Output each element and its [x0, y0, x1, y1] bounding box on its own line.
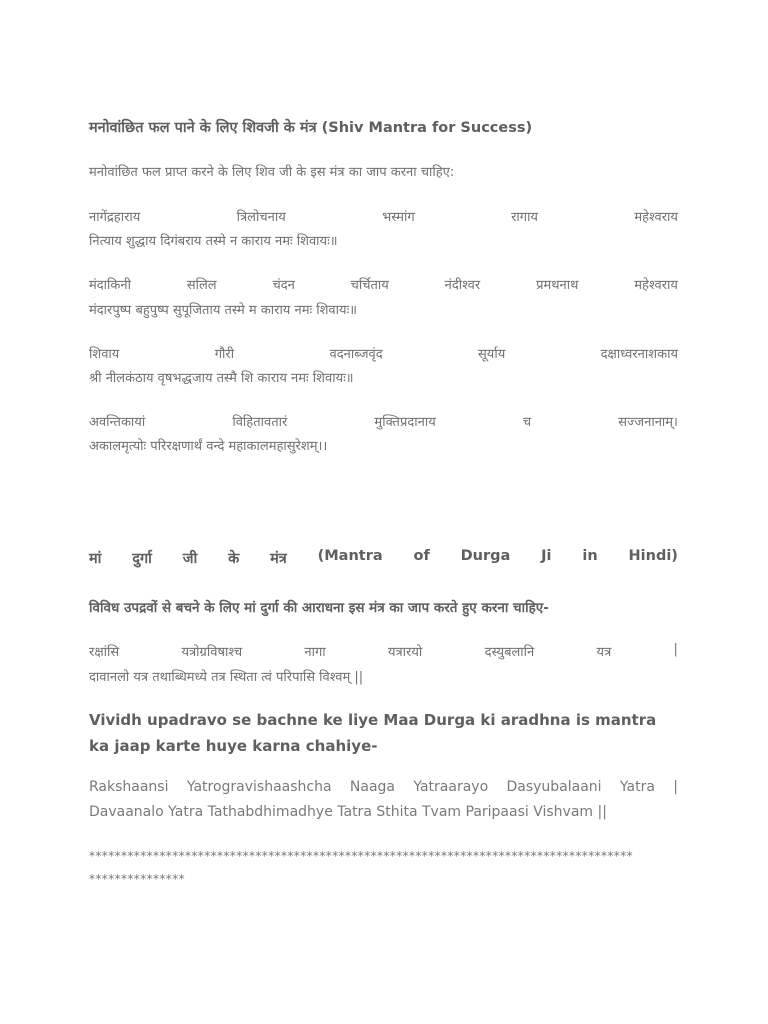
durga-intro: विविध उपद्रवों से बचने के लिए मां दुर्गा की आराधना इस मंत्र का जाप करते हुए करना चाहिए- [89, 600, 549, 616]
heading-word: Ji [541, 548, 552, 564]
separator-line-2: *************** [89, 872, 185, 886]
verse-word: सलिल [186, 278, 217, 293]
durga-roman-verse-line-2: Davaanalo Yatra Tathabdhimadhye Tatra Sthita Tvam Paripaasi Vishvam || [89, 804, 607, 820]
verse-word: यत्र [596, 645, 612, 660]
verse-word: Naaga [349, 779, 396, 795]
verse-word: चंदन [272, 278, 295, 293]
shiv-verse-1-line-2: नित्याय शुद्धाय दिगंबराय तस्मे न काराय नमः शिवायः॥ [89, 234, 338, 249]
verse-word: प्रमथनाथ [536, 278, 579, 293]
verse-word: वदनाब्जवृंद [329, 347, 383, 362]
verse-word: रागाय [511, 210, 538, 225]
heading-word: of [413, 548, 430, 564]
shiv-verse-3-line-1 [89, 344, 678, 362]
shiv-verse-2-line-1 [89, 275, 678, 293]
verse-word: च [522, 415, 532, 430]
verse-word: दक्षाध्वरनाशकाय [600, 347, 678, 362]
heading-word: मंत्र [270, 551, 287, 567]
verse-word: दस्युबलानि [484, 645, 535, 660]
heading-word: in [582, 548, 598, 564]
verse-word: यत्रोग्रविषाश्च [181, 645, 243, 660]
verse-word: चर्चिताय [350, 278, 389, 293]
shiv-verse-3-line-2: श्री नीलकंठाय वृषभद्धजाय तस्मै शि काराय नमः शिवायः॥ [89, 371, 354, 386]
heading-word: मां [89, 551, 102, 567]
verse-word: त्रिलोचनाय [236, 210, 286, 225]
durga-roman-intro: Vividh upadravo se bachne ke liye Maa Durga ki aradhna is mantra ka jaap karte huye karna chahiye- [89, 711, 657, 755]
durga-heading [89, 548, 678, 568]
verse-word: Dasyubalaani [506, 779, 602, 795]
verse-word: महेश्वराय [634, 210, 678, 225]
verse-word: सज्जनानाम्। [618, 415, 678, 430]
verse-word: भस्मांग [382, 210, 415, 225]
shiv-verse-1-line-1 [89, 207, 678, 225]
heading-word: जी [182, 551, 198, 567]
verse-word: | [673, 642, 678, 657]
verse-word: विहितावतारं [232, 415, 288, 430]
verse-word: Rakshaansi [89, 779, 169, 795]
verse-word: Yatraarayo [413, 779, 489, 795]
shiv-verse-4-line-2: अकालमृत्योः परिरक्षणार्थं वन्दे महाकालमहासुरेशम्।। [89, 439, 328, 454]
verse-word: | [673, 779, 678, 795]
verse-word: नंदीश्वर [444, 278, 481, 293]
verse-word: मुक्तिप्रदानाय [374, 415, 436, 430]
verse-word: महेश्वराय [634, 278, 678, 293]
shiv-heading: मनोवांछित फल पाने के लिए शिवजी के मंत्र (Shiv Mantra for Success) [89, 120, 533, 136]
verse-word: Yatra [619, 779, 655, 795]
durga-verse-line-2: दावानलो यत्र तथाब्धिमध्ये तत्र स्थिता त्वं परिपासि विश्वम् || [89, 670, 364, 685]
heading-word: Durga [460, 548, 511, 564]
verse-word: नागा [304, 645, 326, 660]
shiv-verse-4-line-1 [89, 412, 678, 430]
heading-word: दुर्गा [132, 551, 152, 567]
heading-word: (Mantra [317, 548, 383, 564]
verse-word: यत्रारयो [387, 645, 423, 660]
shiv-verse-2-line-2: मंदारपुष्प बहुपुष्प सुपूजिताय तस्मे म काराय नमः शिवायः॥ [89, 303, 357, 318]
verse-word: गौरी [214, 347, 235, 362]
durga-roman-verse-line-1 [89, 779, 678, 795]
verse-word: सूर्याय [478, 347, 506, 362]
verse-word: नागेंद्रहाराय [89, 210, 141, 225]
separator-line-1: ************************************************************************************* [89, 849, 633, 863]
verse-word: शिवाय [89, 347, 120, 362]
shiv-intro: मनोवांछित फल प्राप्त करने के लिए शिव जी के इस मंत्र का जाप करना चाहिए: [89, 165, 455, 180]
verse-word: रक्षांसि [89, 645, 120, 660]
durga-verse-line-1 [89, 642, 678, 660]
heading-word: Hindi) [628, 548, 678, 564]
verse-word: अवन्तिकायां [89, 415, 146, 430]
verse-word: Yatrogravishaashcha [186, 779, 332, 795]
verse-word: मंदाकिनी [89, 278, 131, 293]
heading-word: के [228, 551, 240, 567]
